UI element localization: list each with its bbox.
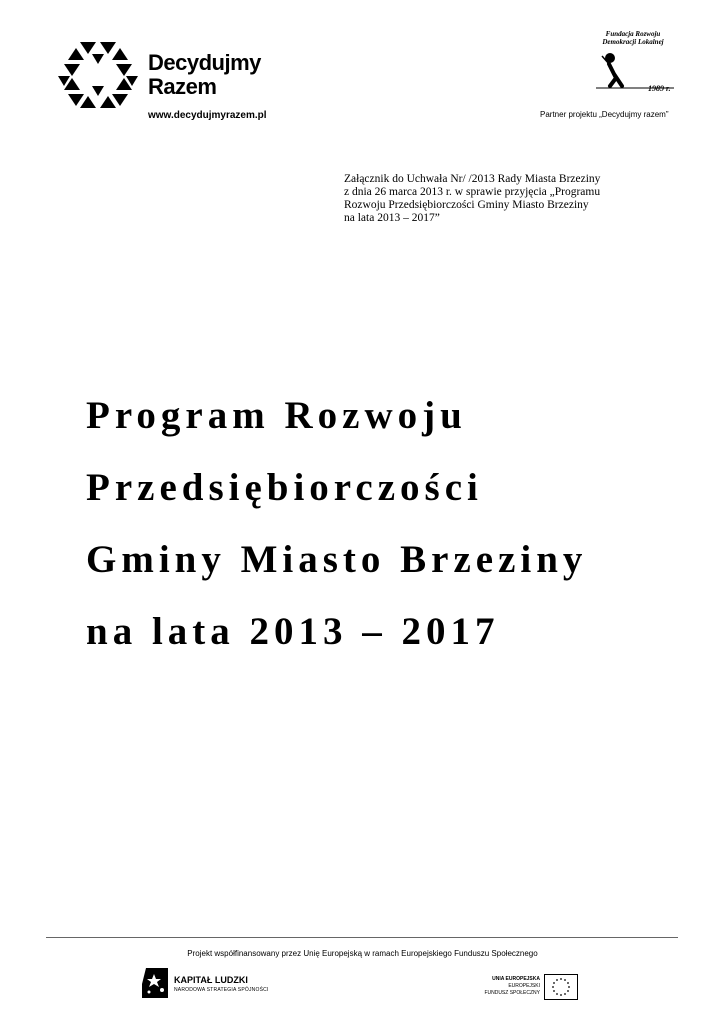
logo-word-decydujmy: Decydujmy: [148, 50, 261, 75]
attachment-note: [344, 173, 644, 225]
title-line: Program Rozwoju: [86, 394, 467, 437]
kapital-ludzki-icon: [140, 966, 170, 1000]
kapital-ludzki-logo: [140, 966, 280, 1002]
hexagon-triangles-icon: [56, 40, 140, 110]
eu-flag-icon: [544, 974, 578, 1000]
foundation-name: [598, 30, 668, 46]
funding-text: Projekt współfinansowany przez Unię Europejską w ramach Europejskiego Funduszu Społecznego: [187, 949, 538, 958]
eu-line2: EUROPEJSKI: [508, 983, 540, 989]
eu-logo: [476, 974, 586, 1004]
kl-title: KAPITAŁ LUDZKI: [174, 975, 248, 985]
eu-line1: UNIA EUROPEJSKA: [492, 976, 540, 982]
document-title: [86, 380, 706, 668]
eu-text: [484, 976, 540, 997]
foundation-name-line1: Fundacja Rozwoju: [605, 30, 661, 38]
logo-url: www.decydujmyrazem.pl: [148, 110, 267, 121]
note-line: Załącznik do Uchwała Nr/ /2013 Rady Miasta Brzeziny: [344, 173, 601, 185]
decydujmy-razem-logo: [56, 40, 286, 130]
eu-line3: FUNDUSZ SPOŁECZNY: [484, 990, 540, 996]
title-line: Przedsiębiorczości: [86, 466, 483, 509]
title-line: na lata 2013 – 2017: [86, 610, 500, 653]
title-line: Gminy Miasto Brzeziny: [86, 538, 588, 581]
footer-divider: [46, 937, 678, 938]
kl-subtitle: NARODOWA STRATEGIA SPÓJNOŚCI: [174, 987, 269, 993]
foundation-year: 1989 r.: [648, 84, 671, 93]
note-line: z dnia 26 marca 2013 r. w sprawie przyjęcia „Programu: [344, 186, 601, 198]
foundation-name-line2: Demokracji Lokalnej: [602, 38, 664, 46]
logo-word-razem: Razem: [148, 74, 217, 99]
note-line: na lata 2013 – 2017”: [344, 212, 440, 224]
partner-text: Partner projektu „Decydujmy razem”: [540, 110, 669, 119]
foundation-logo: [530, 30, 690, 125]
note-line: Rozwoju Przedsiębiorczości Gminy Miasto Brzeziny: [344, 199, 589, 211]
